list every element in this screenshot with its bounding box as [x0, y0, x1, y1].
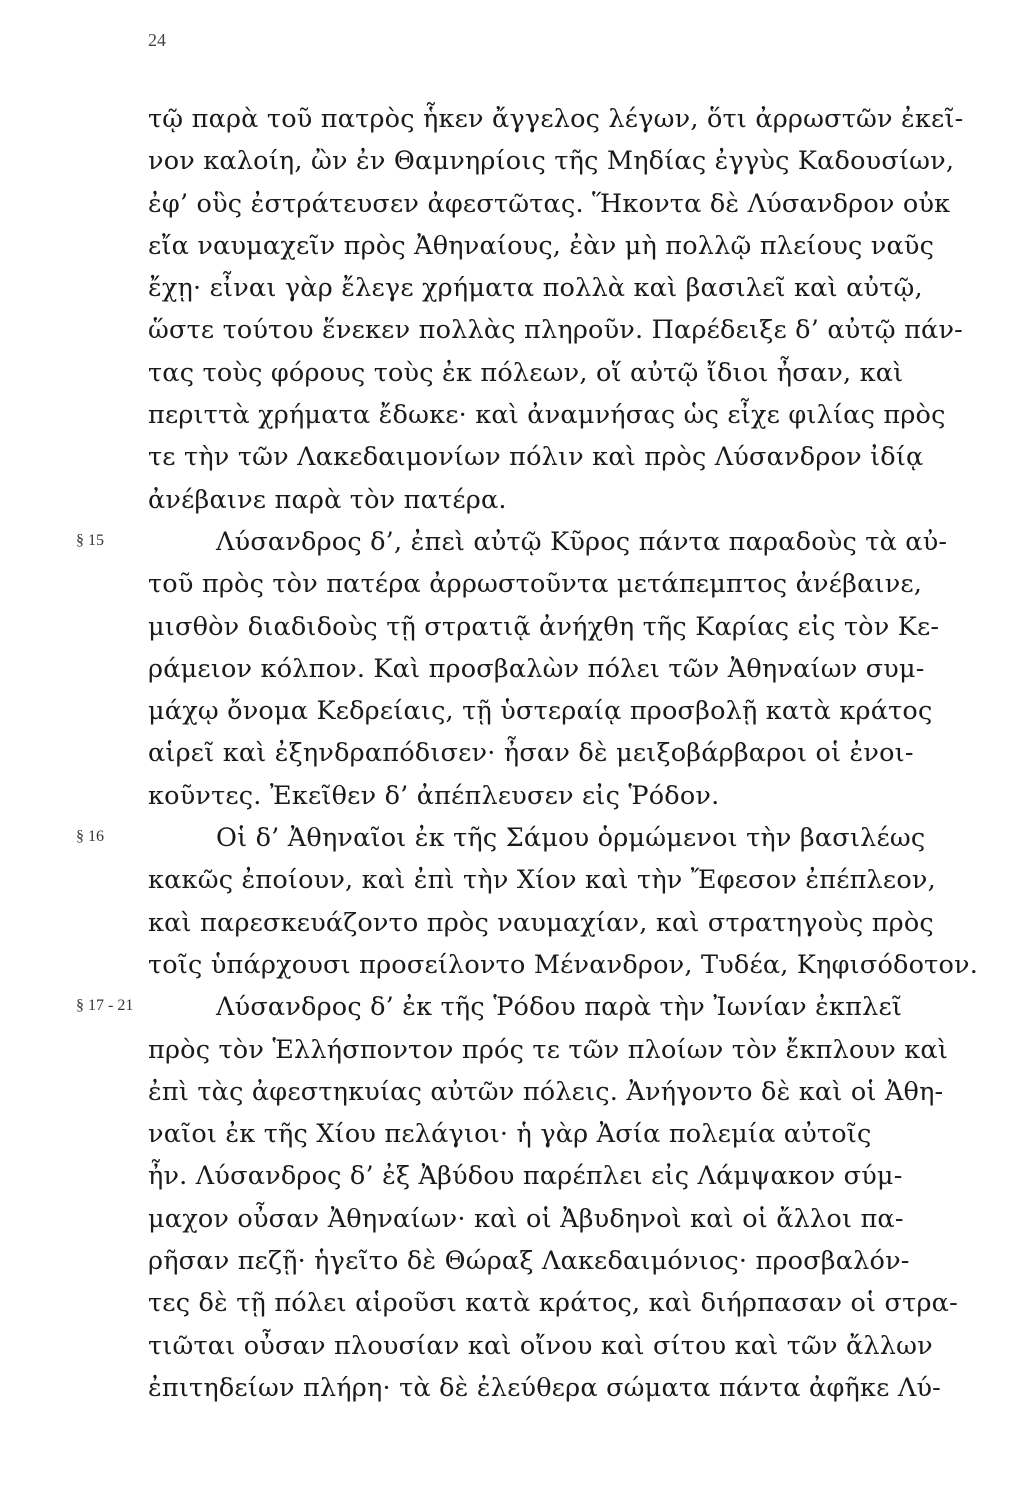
- text-line: ρῆσαν πεζῇ· ἡγεῖτο δὲ Θώραξ Λακεδαιμόνιος· προσβαλόν-: [148, 1246, 910, 1277]
- text-line: τῷ παρὰ τοῦ πατρὸς ἧκεν ἄγγελος λέγων, ὅτι ἀρρωστῶν ἐκεῖ-: [148, 104, 964, 134]
- text-line: τοῦ πρὸς τὸν πατέρα ἀρρωστοῦντα μετάπεμπτος ἀνέβαινε,: [148, 569, 923, 600]
- text-line: κακῶς ἐποίουν, καὶ ἐπὶ τὴν Χίον καὶ τὴν Ἔφεσον ἐπέπλεον,: [148, 865, 936, 896]
- text-line: ἐπὶ τὰς ἀφεστηκυίας αὐτῶν πόλεις. Ἀνήγοντο δὲ καὶ οἱ Ἀθη-: [148, 1076, 944, 1107]
- text-line: τοῖς ὑπάρχουσι προσείλοντο Μένανδρον, Τυδέα, Κηφισόδοτον.: [148, 949, 979, 980]
- text-line: Λύσανδρος δ’ ἐκ τῆς Ῥόδου παρὰ τὴν Ἰωνίαν ἐκπλεῖ: [216, 992, 903, 1023]
- text-line: ναῖοι ἐκ τῆς Χίου πελάγιοι· ἡ γὰρ Ἀσία πολεμία αὐτοῖς: [148, 1119, 872, 1150]
- page-number: 24: [148, 30, 166, 50]
- text-line: κοῦντες. Ἐκεῖθεν δ’ ἀπέπλευσεν εἰς Ῥόδον.: [148, 780, 720, 811]
- text-line: αἱρεῖ καὶ ἐξηνδραπόδισεν· ἦσαν δὲ μειξοβάρβαροι οἱ ἐνοι-: [148, 738, 914, 769]
- text-line: περιττὰ χρήματα ἔδωκε· καὶ ἀναμνήσας ὡς εἶχε φιλίας πρὸς: [148, 400, 946, 431]
- text-line: ἐπιτηδείων πλήρη· τὰ δὲ ἐλεύθερα σώματα πάντα ἀφῆκε Λύ-: [148, 1372, 941, 1403]
- text-line: τιῶται οὖσαν πλουσίαν καὶ οἴνου καὶ σίτου καὶ τῶν ἄλλων: [148, 1330, 933, 1361]
- section-ref: § 15: [76, 532, 104, 549]
- text-line: εἴα ναυμαχεῖν πρὸς Ἀθηναίους, ἐὰν μὴ πολλῷ πλείους ναῦς: [148, 230, 935, 261]
- section-ref: § 16: [76, 828, 104, 846]
- text-line: ἦν. Λύσανδρος δ’ ἐξ Ἀβύδου παρέπλει εἰς Λάμψακον σύμ-: [148, 1161, 903, 1192]
- text-line: τες δὲ τῇ πόλει αἱροῦσι κατὰ κράτος, καὶ διήρπασαν οἱ στρα-: [148, 1288, 958, 1319]
- greek-text-body: [148, 98, 993, 1409]
- text-line: μαχον οὖσαν Ἀθηναίων· καὶ οἱ Ἀβυδηνοὶ καὶ οἱ ἄλλοι πα-: [148, 1203, 904, 1234]
- text-line: ἔχῃ· εἶναι γὰρ ἔλεγε χρήματα πολλὰ καὶ βασιλεῖ καὶ αὐτῷ,: [148, 273, 923, 304]
- text-line: ράμειον κόλπον. Καὶ προσβαλὼν πόλει τῶν Ἀθηναίων συμ-: [148, 653, 925, 684]
- text-line: καὶ παρεσκευάζοντο πρὸς ναυμαχίαν, καὶ στρατηγοὺς πρὸς: [148, 907, 934, 938]
- text-line: ἀνέβαινε παρὰ τὸν πατέρα.: [148, 484, 507, 515]
- text-line: μάχῳ ὄνομα Κεδρείαις, τῇ ὑστεραίᾳ προσβολῇ κατὰ κράτος: [148, 696, 933, 727]
- text-line: νον καλοίη, ὢν ἐν Θαμνηρίοις τῆς Μηδίας ἐγγὺς Καδουσίων,: [148, 146, 955, 177]
- text-line: Λύσανδρος δ’, ἐπεὶ αὐτῷ Κῦρος πάντα παραδοὺς τὰ αὐ-: [216, 526, 948, 557]
- text-line: ἐφ’ οὓς ἐστράτευσεν ἀφεστῶτας. Ἥκοντα δὲ Λύσανδρον οὐκ: [148, 188, 951, 219]
- text-line: ὥστε τούτου ἕνεκεν πολλὰς πληροῦν. Παρέδειξε δ’ αὐτῷ πάν-: [148, 315, 963, 346]
- text-line: τε τὴν τῶν Λακεδαιμονίων πόλιν καὶ πρὸς Λύσανδρον ἰδίᾳ: [148, 442, 924, 473]
- section-ref: § 17 - 21: [76, 997, 134, 1015]
- text-line: Οἱ δ’ Ἀθηναῖοι ἐκ τῆς Σάμου ὁρμώμενοι τὴν βασιλέως: [216, 823, 926, 854]
- text-line: πρὸς τὸν Ἑλλήσποντον πρός τε τῶν πλοίων τὸν ἔκπλουν καὶ: [148, 1034, 949, 1065]
- text-line: τας τοὺς φόρους τοὺς ἐκ πόλεων, οἵ αὐτῷ ἴδιοι ἦσαν, καὶ: [148, 357, 904, 388]
- text-line: μισθὸν διαδιδοὺς τῇ στρατιᾷ ἀνήχθη τῆς Καρίας εἰς τὸν Κε-: [148, 611, 940, 642]
